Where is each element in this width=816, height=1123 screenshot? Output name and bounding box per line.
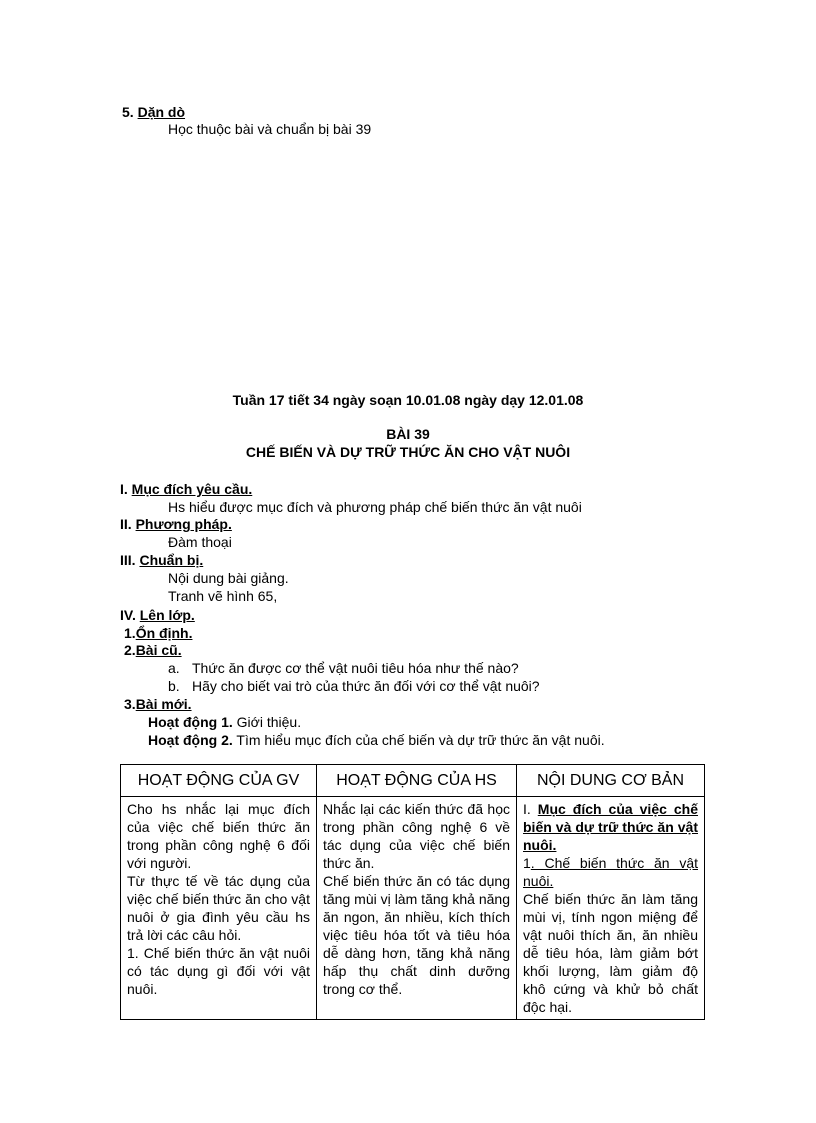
lesson-activity-table [120,764,705,1020]
header-basic-content: NỘI DUNG CƠ BẢN [517,765,705,797]
section-5-title: Dặn dò [137,104,186,120]
content-heading [523,800,698,854]
part-1-heading [120,481,252,498]
content-subheading [523,854,698,890]
lesson-schedule: Tuần 17 tiết 34 ngày soạn 10.01.08 ngày dạy 12.01.08 [232,392,584,408]
header-student-activity: HOẠT ĐỘNG CỦA HS [317,765,517,797]
content-heading-number: I. [523,801,531,817]
question-b-mark: b. [168,678,180,694]
part-4-step-2 [124,642,182,659]
activity-2 [148,732,605,749]
activity-1-text: Giới thiệu. [236,714,302,730]
part-4-number: IV. [120,607,136,623]
section-5-heading [122,104,185,121]
question-a: Thức ăn được cơ thể vật nuôi tiêu hóa như thế nào? [192,660,519,676]
step-3-number: 3. [124,696,136,712]
part-4-step-3 [124,696,192,713]
question-b: Hãy cho biết vai trò của thức ăn đối với cơ thể vật nuôi? [192,678,540,694]
part-1-title: Mục đích yêu cầu. [131,481,253,497]
part-1-number: I. [120,481,128,497]
part-1-text: Hs hiểu được mục đích và phương pháp chế biến thức ăn vật nuôi [168,499,582,515]
part-3-number: III. [120,552,136,568]
step-2-title: Bài cũ. [135,642,182,658]
content-subheading-number: 1 [523,855,531,871]
part-2-text: Đàm thoại [168,534,232,550]
student-paragraph-1: Nhắc lại các kiến thức đã học trong phần công nghệ 6 về tác dụng của việc chế biến thức ăn. [323,801,510,871]
part-3-title: Chuẩn bị. [139,552,204,568]
part-3-heading [120,552,203,569]
table-row [121,797,705,1020]
part-3-line-2: Tranh vẽ hình 65, [168,588,278,604]
lesson-number: BÀI 39 [386,426,430,442]
question-a-mark: a. [168,660,180,676]
step-3-title: Bài mới. [135,696,192,712]
activity-1 [148,714,301,731]
student-activity-cell [317,797,517,1020]
content-subheading-title: . Chế biến thức ăn vật nuôi. [523,855,698,889]
section-5-number: 5. [122,104,134,120]
part-2-title: Phương pháp. [135,516,232,532]
content-paragraph-1: Chế biến thức ăn làm tăng mùi vị, tính ngon miệng để vật nuôi thích ăn, ăn nhiều dễ tiêu hóa, làm giảm bớt khối lượng, làm giảm độ khô cứng và khử bỏ chất độc hại. [523,891,698,1015]
activity-2-text: Tìm hiểu mục đích của chế biến và dự trữ thức ăn vật nuôi. [236,732,605,748]
step-1-title: Ổn định. [135,625,193,641]
table-header-row [121,765,705,797]
section-5-text: Học thuộc bài và chuẩn bị bài 39 [168,121,372,137]
lesson-title: CHẾ BIẾN VÀ DỰ TRỮ THỨC ĂN CHO VẬT NUÔI [245,444,571,460]
basic-content-cell [517,797,705,1020]
part-4-step-1 [124,625,192,642]
activity-1-label: Hoạt động 1. [148,714,233,730]
part-3-line-1: Nội dung bài giảng. [168,570,289,586]
teacher-activity-cell [121,797,317,1020]
part-2-heading [120,516,232,533]
step-1-number: 1. [124,625,136,641]
teacher-paragraph-3: 1. Chế biến thức ăn vật nuôi có tác dụng gì đối với vật nuôi. [127,945,310,997]
teacher-paragraph-2: Từ thực tế về tác dụng của việc chế biến thức ăn cho vật nuôi ở gia đình yêu cầu hs trả lời các câu hỏi. [127,873,310,943]
step-2-number: 2. [124,642,136,658]
part-2-number: II. [120,516,132,532]
part-4-heading [120,607,195,624]
activity-2-label: Hoạt động 2. [148,732,233,748]
student-paragraph-2: Chế biến thức ăn có tác dụng tăng mùi vị làm tăng khả năng ăn ngon, ăn nhiều, kích thích việc tiêu hóa tốt và tiêu hóa dễ dàng hơn, tăng khả năng hấp thụ chất dinh dưỡng trong cơ thể. [323,873,510,997]
teacher-paragraph-1: Cho hs nhắc lại mục đích của việc chế biến thức ăn trong phần công nghệ 6 đối với người. [127,801,310,871]
content-heading-title: Mục đích của việc chế biến và dự trữ thức ăn vật nuôi. [523,801,699,853]
part-4-title: Lên lớp. [139,607,195,623]
header-teacher-activity: HOẠT ĐỘNG CỦA GV [121,765,317,797]
